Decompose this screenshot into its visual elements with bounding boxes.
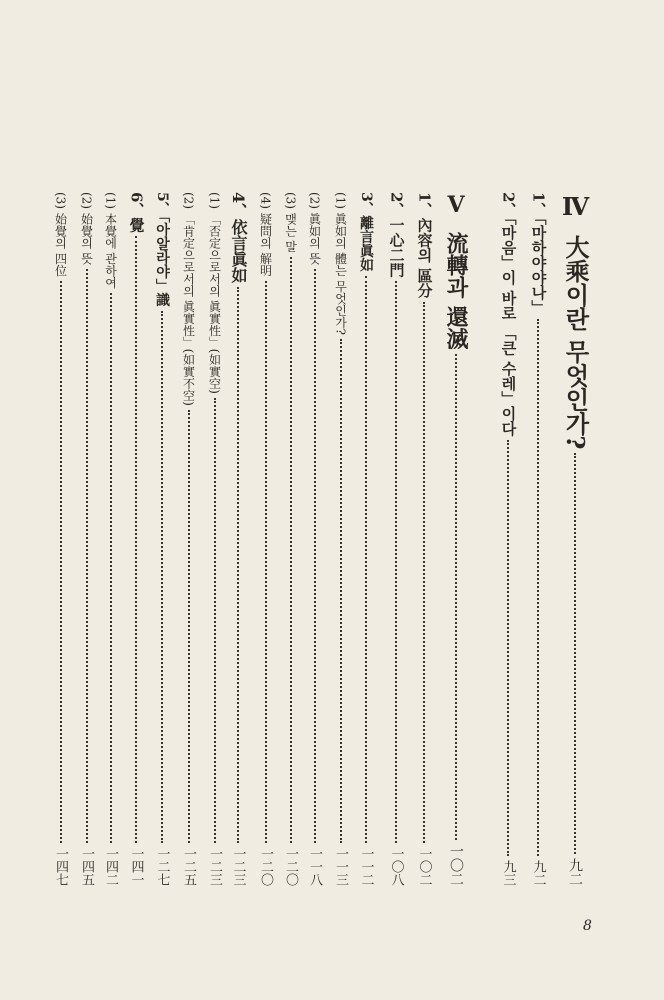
toc-entry-label: (3) 맺는 말 <box>283 192 298 253</box>
toc-entry[interactable] <box>417 192 432 886</box>
toc-entry-label: (2) 始覺의 뜻 <box>79 192 94 265</box>
toc-entry-page: 一二〇 <box>258 847 273 886</box>
toc-entry[interactable] <box>284 192 296 886</box>
toc-entry-label: 4、依言眞如 <box>229 192 248 284</box>
toc-entry[interactable] <box>334 192 346 886</box>
toc-entry-label: 5、「아알라야」識 <box>154 192 170 307</box>
dot-leader <box>214 398 216 843</box>
toc-entry-label: 6、覺 <box>127 192 146 233</box>
dot-leader <box>110 293 112 843</box>
dot-leader <box>365 276 367 843</box>
dot-leader <box>314 269 316 843</box>
toc-entry[interactable] <box>54 192 66 886</box>
chapter-page: 一〇二 <box>448 844 464 886</box>
toc-entry-page: 一四五 <box>79 847 94 886</box>
dot-leader <box>60 281 62 843</box>
chapter-numeral: Ⅳ <box>561 192 590 221</box>
toc-entry-page: 一二五 <box>181 847 196 886</box>
dot-leader <box>161 311 163 843</box>
dot-leader <box>188 410 190 843</box>
dot-leader <box>455 354 457 840</box>
toc-entry-page: 一〇八 <box>388 847 404 886</box>
toc-entry-page: 一二三 <box>230 847 246 886</box>
toc-entry-page: 一一二 <box>358 847 374 886</box>
chapter-title: 大乘이란 무엇인가? <box>561 235 590 450</box>
toc-chapter[interactable] <box>445 192 467 886</box>
toc-entry-page: 一四七 <box>53 847 68 886</box>
dot-leader <box>237 287 239 843</box>
toc-entry-page: 一二七 <box>154 847 170 886</box>
toc-entry[interactable] <box>359 192 373 886</box>
toc-entry[interactable] <box>80 192 92 886</box>
dot-leader <box>574 453 576 854</box>
toc-entry-label: 2、「마음」이 바로 「큰 수레」이다 <box>499 192 518 436</box>
toc-entry-page: 一二〇 <box>283 847 298 886</box>
toc-entry[interactable] <box>208 192 220 886</box>
toc-entry[interactable] <box>389 192 404 886</box>
toc-entry-label: (1) 本覺에 관하여 <box>103 192 118 289</box>
chapter-numeral: Ⅴ <box>443 192 469 218</box>
page-number: 8 <box>583 918 592 934</box>
toc-entry[interactable] <box>259 192 271 886</box>
toc-entry-label: (3) 始覺의 四位 <box>53 192 68 277</box>
dot-leader <box>340 339 342 843</box>
chapter-page: 九二 <box>567 858 583 886</box>
toc-entry-page: 一四一 <box>128 847 144 886</box>
toc-entry-page: 一一三 <box>333 847 348 886</box>
toc-entry-label: 2、一心二門 <box>387 192 406 278</box>
toc-entry[interactable] <box>155 192 169 886</box>
toc-entry-label: (1) 「否定으로서의 眞實性」(如實空) <box>207 192 222 394</box>
chapter-title: 流轉과 還滅 <box>443 232 469 350</box>
toc-entry-label: 3、離言眞如 <box>358 192 374 272</box>
dot-leader <box>86 269 88 843</box>
dot-leader <box>423 302 425 843</box>
dot-leader <box>537 319 539 856</box>
toc-entry-page: 九二 <box>530 860 546 886</box>
toc-entry[interactable] <box>104 192 116 886</box>
toc-chapter[interactable] <box>561 192 590 886</box>
dot-leader <box>135 236 137 843</box>
toc-entry-label: (1) 眞如의 體는 무엇인가? <box>333 192 348 335</box>
toc-entry[interactable] <box>129 192 144 886</box>
toc-entry-page: 一二三 <box>207 847 222 886</box>
toc-entry[interactable] <box>308 192 320 886</box>
dot-leader <box>265 281 267 843</box>
toc-entry[interactable] <box>182 192 194 886</box>
toc-entry-page: 九三 <box>500 860 516 886</box>
toc-entry-label: 1、「마하야야나」 <box>529 192 548 315</box>
toc-entry-label: (2) 眞如의 뜻 <box>307 192 322 265</box>
toc-entry-page: 一四二 <box>103 847 118 886</box>
toc-entry[interactable] <box>230 192 246 886</box>
toc-entry-page: 一〇二 <box>416 847 432 886</box>
toc-entry[interactable] <box>531 192 546 886</box>
toc-entry-label: (4) 疑問의 解明 <box>258 192 273 277</box>
toc-entry-page: 一一八 <box>307 847 322 886</box>
dot-leader <box>290 257 292 843</box>
toc-entry[interactable] <box>501 192 516 886</box>
toc-entry-label: (2) 「肯定으로서의 眞實性」(如實不空) <box>181 192 196 406</box>
toc-entry-label: 1、內容의 區分 <box>415 192 434 298</box>
dot-leader <box>395 281 397 843</box>
dot-leader <box>507 440 509 856</box>
